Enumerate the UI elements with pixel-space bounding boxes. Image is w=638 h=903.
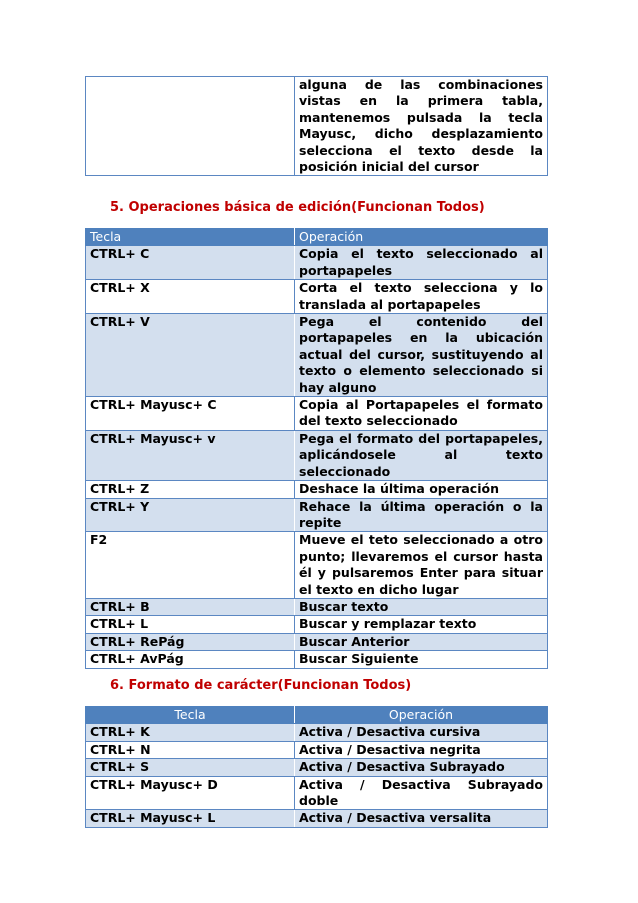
row-operation: Copia el texto seleccionado al portapapeles [295,246,548,280]
row-key: CTRL+ X [86,280,295,314]
row-key: F2 [86,532,295,599]
row-operation: Buscar Siguiente [295,651,548,668]
row-key: CTRL+ S [86,759,295,776]
row-key: CTRL+ C [86,246,295,280]
table-row [86,280,548,314]
row-operation: Activa / Desactiva cursiva [295,724,548,741]
row-key: CTRL+ Y [86,498,295,532]
continuation-text: alguna de las combinaciones vistas en la primera tabla, mantenemos pulsada la tecla Mayusc, dicho desplazamiento selecciona el texto desde la posición inicial del cursor [295,77,548,176]
row-operation: Deshace la última operación [295,481,548,498]
row-operation: Corta el texto selecciona y lo translada al portapapeles [295,280,548,314]
continuation-empty-cell [86,77,295,176]
row-operation: Mueve el teto seleccionado a otro punto; llevaremos el cursor hasta él y pulsaremos Enter para situar el texto en dicho lugar [295,532,548,599]
section6-heading: 6. Formato de carácter(Funcionan Todos) [110,678,412,693]
table-row [86,481,548,498]
table-row [86,633,548,650]
table-row [86,651,548,668]
row-operation: Pega el contenido del portapapeles en la ubicación actual del cursor, sustituyendo al texto o elemento seleccionado si hay alguno [295,314,548,397]
row-key: CTRL+ Mayusc+ C [86,397,295,431]
row-operation: Activa / Desactiva Subrayado [295,759,548,776]
section5-table [85,228,548,669]
column-header-key: Tecla [86,707,295,724]
table-row [86,810,548,827]
row-key: CTRL+ Mayusc+ D [86,776,295,810]
table-header-row [86,707,548,724]
section5-heading: 5. Operaciones básica de edición(Funcionan Todos) [110,200,485,215]
table-row [86,741,548,758]
table-row [86,397,548,431]
row-key: CTRL+ Mayusc+ L [86,810,295,827]
table-row [86,246,548,280]
row-key: CTRL+ AvPág [86,651,295,668]
row-operation: Pega el formato del portapapeles, aplicándosele al texto seleccionado [295,430,548,480]
column-header-operation: Operación [295,229,548,246]
table-row [86,776,548,810]
row-operation: Buscar Anterior [295,633,548,650]
row-key: CTRL+ B [86,598,295,615]
row-key: CTRL+ Z [86,481,295,498]
row-operation: Rehace la última operación o la repite [295,498,548,532]
table-row [86,430,548,480]
row-key: CTRL+ N [86,741,295,758]
table-row [86,314,548,397]
row-key: CTRL+ RePág [86,633,295,650]
table-row [86,77,548,176]
section6-table [85,706,548,828]
table-header-row [86,229,548,246]
row-key: CTRL+ L [86,616,295,633]
column-header-operation: Operación [295,707,548,724]
row-operation: Activa / Desactiva negrita [295,741,548,758]
row-key: CTRL+ Mayusc+ v [86,430,295,480]
table-row [86,532,548,599]
row-operation: Buscar texto [295,598,548,615]
row-key: CTRL+ V [86,314,295,397]
row-operation: Activa / Desactiva Subrayado doble [295,776,548,810]
column-header-key: Tecla [86,229,295,246]
table-row [86,759,548,776]
continuation-table [85,76,548,176]
table-row [86,498,548,532]
row-operation: Buscar y remplazar texto [295,616,548,633]
row-operation: Copia al Portapapeles el formato del texto seleccionado [295,397,548,431]
table-row [86,724,548,741]
row-operation: Activa / Desactiva versalita [295,810,548,827]
table-row [86,616,548,633]
row-key: CTRL+ K [86,724,295,741]
table-row [86,598,548,615]
